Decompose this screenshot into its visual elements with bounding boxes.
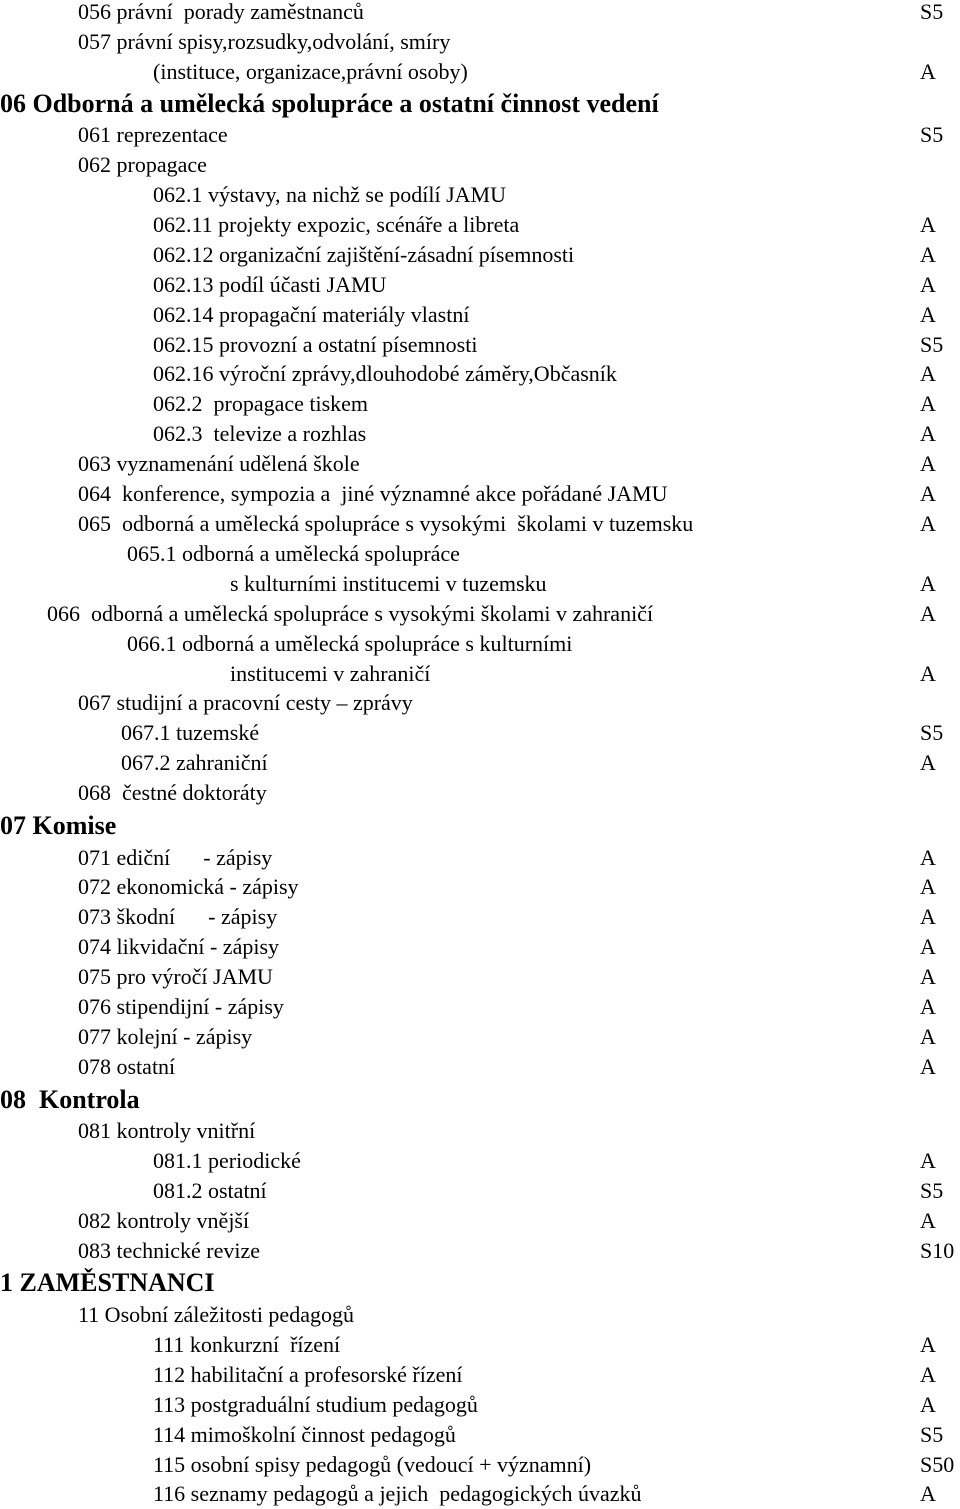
heading-label: 07 Komise bbox=[0, 811, 117, 840]
retention-code: A bbox=[920, 1481, 936, 1506]
retention-code: S5 bbox=[920, 122, 944, 147]
section-heading bbox=[0, 89, 960, 119]
record-label: 064 konference, sympozia a jiné významné akce pořádané JAMU bbox=[78, 481, 668, 506]
record-label: 062 propagace bbox=[78, 152, 207, 177]
record-label: 067.1 tuzemské bbox=[121, 720, 260, 745]
record-label: s kulturními institucemi v tuzemsku bbox=[230, 571, 547, 596]
record-label: 116 seznamy pedagogů a jejich pedagogických úvazků bbox=[153, 1481, 642, 1506]
record-row bbox=[0, 0, 960, 27]
record-row bbox=[0, 1146, 960, 1176]
retention-code: S5 bbox=[920, 1422, 944, 1447]
record-row bbox=[0, 718, 960, 748]
retention-code: A bbox=[920, 845, 936, 870]
record-row bbox=[0, 210, 960, 240]
record-label: 065 odborná a umělecká spolupráce s vysokými školami v tuzemsku bbox=[78, 511, 694, 536]
record-label: 074 likvidační - zápisy bbox=[78, 934, 280, 959]
retention-code: A bbox=[920, 212, 936, 237]
record-label: 078 ostatní bbox=[78, 1054, 176, 1079]
record-row bbox=[0, 1450, 960, 1480]
record-row bbox=[0, 27, 960, 57]
record-label: 082 kontroly vnější bbox=[78, 1208, 250, 1233]
retention-code: A bbox=[920, 451, 936, 476]
record-row bbox=[0, 449, 960, 479]
record-row bbox=[0, 1116, 960, 1146]
section-heading bbox=[0, 1268, 960, 1298]
record-label: 075 pro výročí JAMU bbox=[78, 964, 273, 989]
record-label: 115 osobní spisy pedagogů (vedoucí + významní) bbox=[153, 1452, 592, 1477]
record-label: 112 habilitační a profesorské řízení bbox=[153, 1362, 463, 1387]
record-label: 062.14 propagační materiály vlastní bbox=[153, 302, 470, 327]
record-row bbox=[0, 1236, 960, 1266]
record-label: 062.11 projekty expozic, scénáře a libreta bbox=[153, 212, 520, 237]
retention-code: A bbox=[920, 601, 936, 626]
retention-code: A bbox=[920, 1024, 936, 1049]
record-row bbox=[0, 300, 960, 330]
retention-code: A bbox=[920, 242, 936, 267]
retention-code: A bbox=[920, 361, 936, 386]
retention-code: A bbox=[920, 272, 936, 297]
record-row bbox=[0, 240, 960, 270]
retention-code: A bbox=[920, 1148, 936, 1173]
record-label: 056 právní porady zaměstnanců bbox=[78, 0, 364, 24]
record-label: 114 mimoškolní činnost pedagogů bbox=[153, 1422, 456, 1447]
record-label: 066 odborná a umělecká spolupráce s vysokými školami v zahraničí bbox=[47, 601, 654, 626]
record-label: 111 konkurzní řízení bbox=[153, 1332, 341, 1357]
retention-code: A bbox=[920, 1054, 936, 1079]
record-row bbox=[0, 1176, 960, 1206]
record-row bbox=[0, 748, 960, 778]
retention-code: A bbox=[920, 1392, 936, 1417]
record-row bbox=[0, 1479, 960, 1509]
record-row bbox=[0, 150, 960, 180]
record-row bbox=[0, 180, 960, 210]
record-row bbox=[0, 1052, 960, 1082]
retention-code: S50 bbox=[920, 1452, 955, 1477]
section-heading bbox=[0, 1085, 960, 1115]
record-row bbox=[0, 330, 960, 360]
record-row bbox=[0, 599, 960, 629]
record-label: 113 postgraduální studium pedagogů bbox=[153, 1392, 478, 1417]
record-label: 062.2 propagace tiskem bbox=[153, 391, 369, 416]
record-label: 076 stipendijní - zápisy bbox=[78, 994, 284, 1019]
retention-code: S10 bbox=[920, 1238, 955, 1263]
record-label: 062.3 televize a rozhlas bbox=[153, 421, 367, 446]
record-label: 067 studijní a pracovní cesty – zprávy bbox=[78, 690, 413, 715]
record-row bbox=[0, 359, 960, 389]
record-row bbox=[0, 509, 960, 539]
record-label: 065.1 odborná a umělecká spolupráce bbox=[127, 541, 460, 566]
retention-code: A bbox=[920, 481, 936, 506]
heading-label: 08 Kontrola bbox=[0, 1085, 140, 1114]
record-label: 062.1 výstavy, na nichž se podílí JAMU bbox=[153, 182, 506, 207]
record-row bbox=[0, 688, 960, 718]
retention-code: A bbox=[920, 661, 936, 686]
retention-code: A bbox=[920, 994, 936, 1019]
record-row bbox=[0, 1330, 960, 1360]
retention-code: A bbox=[920, 1332, 936, 1357]
record-row bbox=[0, 270, 960, 300]
record-label: 081.1 periodické bbox=[153, 1148, 301, 1173]
retention-code: S5 bbox=[920, 0, 944, 24]
record-row bbox=[0, 1300, 960, 1330]
retention-code: A bbox=[920, 904, 936, 929]
record-row bbox=[0, 932, 960, 962]
record-row bbox=[0, 659, 960, 689]
retention-code: A bbox=[920, 1208, 936, 1233]
record-row bbox=[0, 539, 960, 569]
record-label: 081.2 ostatní bbox=[153, 1178, 267, 1203]
retention-code: A bbox=[920, 59, 936, 84]
record-row bbox=[0, 1206, 960, 1236]
record-row bbox=[0, 843, 960, 873]
record-label: 062.15 provozní a ostatní písemnosti bbox=[153, 332, 478, 357]
retention-code: A bbox=[920, 874, 936, 899]
record-label: 071 ediční - zápisy bbox=[78, 845, 273, 870]
record-label: 073 škodní - zápisy bbox=[78, 904, 278, 929]
section-heading bbox=[0, 811, 960, 841]
record-label: 062.12 organizační zajištění-zásadní písemnosti bbox=[153, 242, 575, 267]
retention-code: S5 bbox=[920, 1178, 944, 1203]
retention-code: A bbox=[920, 302, 936, 327]
record-label: 083 technické revize bbox=[78, 1238, 261, 1263]
record-label: 057 právní spisy,rozsudky,odvolání, smíry bbox=[78, 29, 451, 54]
record-row bbox=[0, 569, 960, 599]
record-row bbox=[0, 120, 960, 150]
record-label: institucemi v zahraničí bbox=[230, 661, 431, 686]
retention-code: A bbox=[920, 1362, 936, 1387]
record-row bbox=[0, 962, 960, 992]
retention-code: A bbox=[920, 511, 936, 536]
record-row bbox=[0, 992, 960, 1022]
record-label: 062.16 výroční zprávy,dlouhodobé záměry,Občasník bbox=[153, 361, 617, 386]
record-label: 061 reprezentace bbox=[78, 122, 228, 147]
retention-code: A bbox=[920, 750, 936, 775]
retention-code: A bbox=[920, 571, 936, 596]
record-row bbox=[0, 872, 960, 902]
record-row bbox=[0, 902, 960, 932]
record-label: 063 vyznamenání udělená škole bbox=[78, 451, 360, 476]
record-label: (instituce, organizace,právní osoby) bbox=[153, 59, 468, 84]
record-label: 072 ekonomická - zápisy bbox=[78, 874, 299, 899]
record-row bbox=[0, 1390, 960, 1420]
record-label: 067.2 zahraniční bbox=[121, 750, 268, 775]
record-row bbox=[0, 1360, 960, 1390]
record-row bbox=[0, 389, 960, 419]
record-row bbox=[0, 1022, 960, 1052]
record-label: 081 kontroly vnitřní bbox=[78, 1118, 256, 1143]
record-row bbox=[0, 419, 960, 449]
retention-code: S5 bbox=[920, 332, 944, 357]
record-row bbox=[0, 57, 960, 87]
retention-code: A bbox=[920, 421, 936, 446]
heading-label: 06 Odborná a umělecká spolupráce a ostatní činnost vedení bbox=[0, 89, 659, 118]
retention-code: A bbox=[920, 964, 936, 989]
record-row bbox=[0, 778, 960, 808]
record-label: 077 kolejní - zápisy bbox=[78, 1024, 253, 1049]
retention-code: A bbox=[920, 934, 936, 959]
record-row bbox=[0, 629, 960, 659]
record-label: 066.1 odborná a umělecká spolupráce s kulturními bbox=[127, 631, 573, 656]
record-row bbox=[0, 479, 960, 509]
record-row bbox=[0, 1420, 960, 1450]
record-label: 11 Osobní záležitosti pedagogů bbox=[78, 1302, 354, 1327]
record-label: 068 čestné doktoráty bbox=[78, 780, 267, 805]
retention-code: A bbox=[920, 391, 936, 416]
retention-code: S5 bbox=[920, 720, 944, 745]
record-label: 062.13 podíl účasti JAMU bbox=[153, 272, 387, 297]
heading-label: 1 ZAMĚSTNANCI bbox=[0, 1268, 215, 1297]
